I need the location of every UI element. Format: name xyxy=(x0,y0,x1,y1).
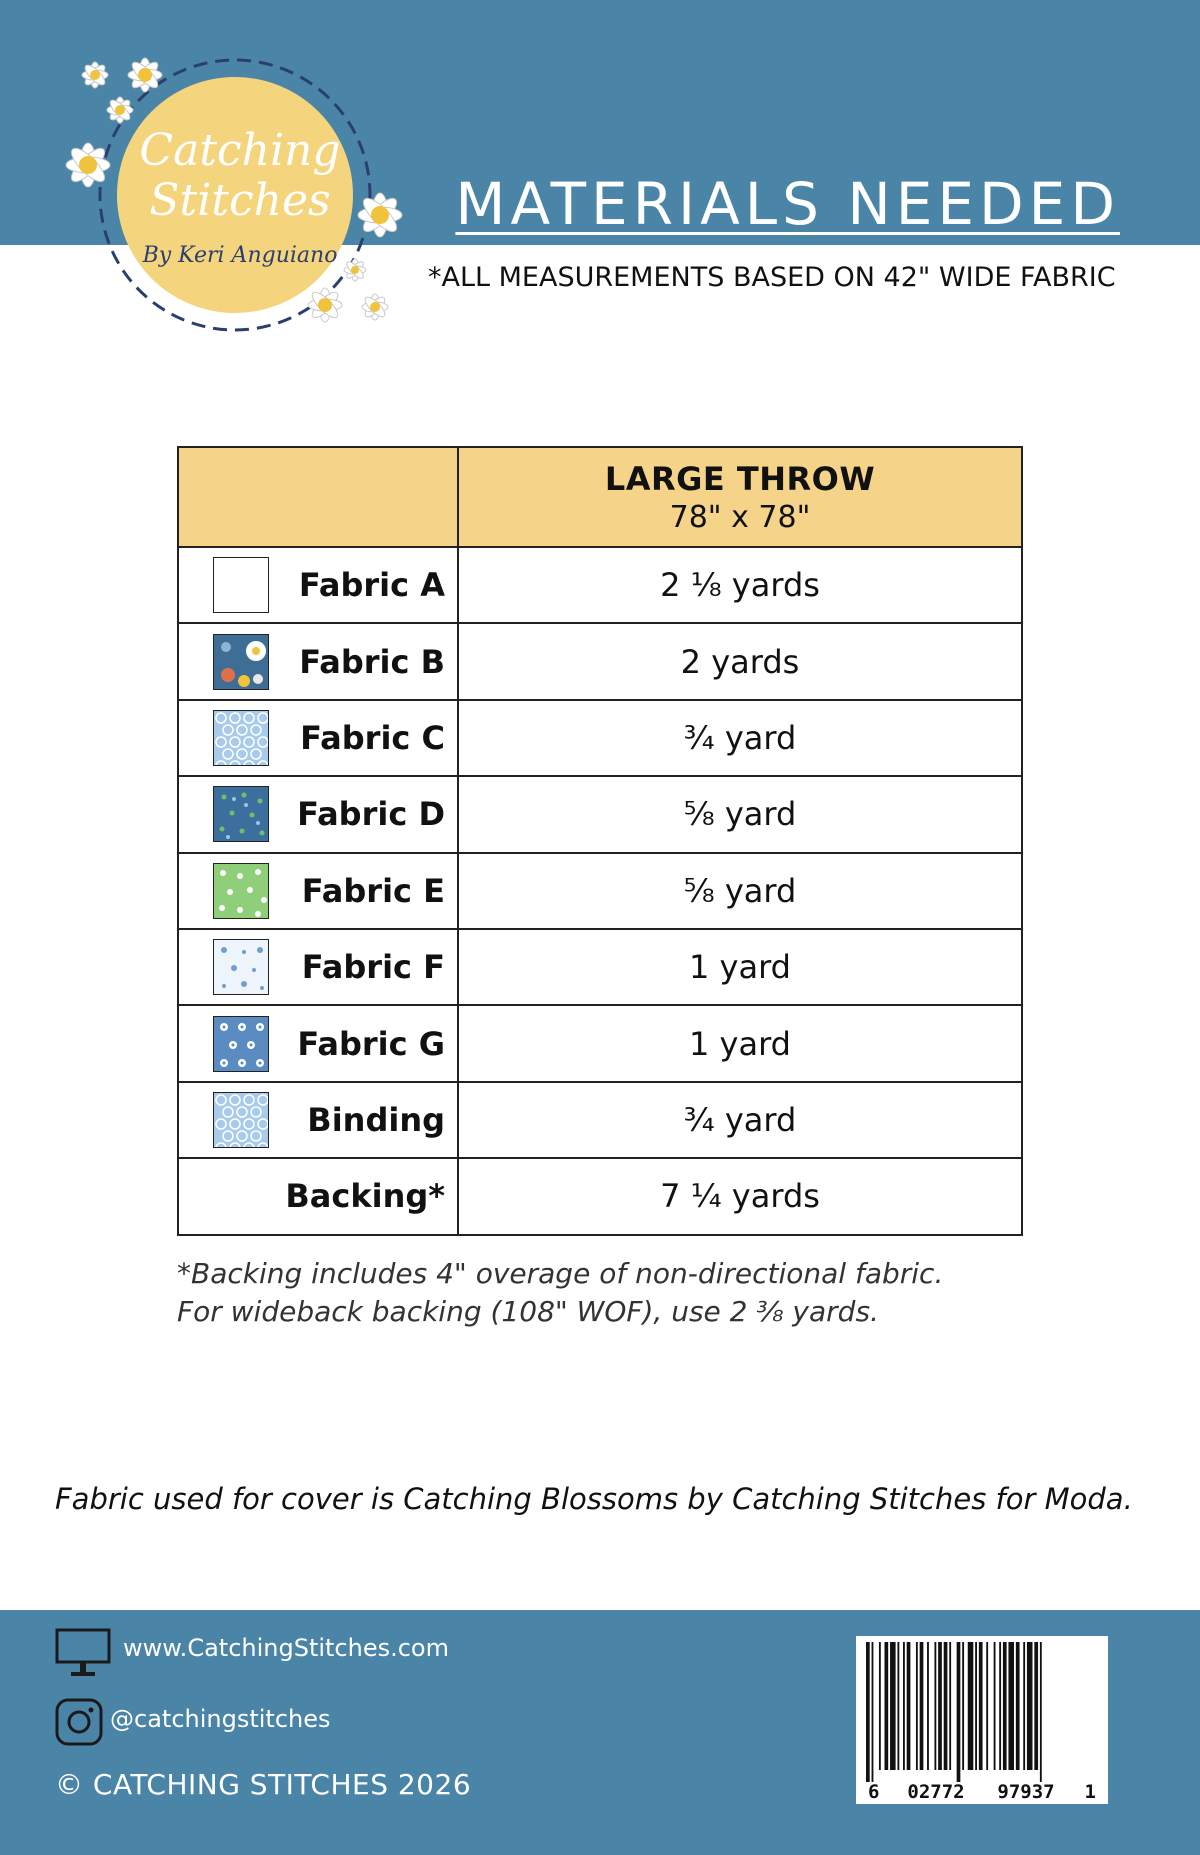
row-amount: 2 ⅛ yards xyxy=(458,547,1022,623)
table-row xyxy=(178,1005,1022,1081)
cover-fabric-note: Fabric used for cover is Catching Blossoms by Catching Stitches for Moda. xyxy=(55,1482,1133,1516)
table-header-blank xyxy=(178,447,458,547)
barcode-bar xyxy=(927,1642,929,1770)
backing-note-line-2: For wideback backing (108" WOF), use 2 ⅜ yards. xyxy=(177,1295,879,1328)
table-row xyxy=(178,623,1022,699)
barcode-bar xyxy=(920,1642,924,1770)
row-amount: ⅝ yard xyxy=(458,853,1022,929)
barcode-bar xyxy=(986,1642,988,1770)
barcode-bar xyxy=(1023,1642,1025,1770)
copyright: © CATCHING STITCHES 2026 xyxy=(55,1768,472,1801)
barcode-bar xyxy=(907,1642,911,1770)
barcode-bar xyxy=(1016,1642,1020,1770)
fabric-d-swatch xyxy=(213,786,269,842)
barcode-bar xyxy=(938,1642,942,1770)
barcode-group-2: 97937 xyxy=(997,1781,1055,1803)
barcode-bar xyxy=(949,1642,951,1770)
logo-line-1: Catching xyxy=(139,125,341,176)
instagram-icon xyxy=(55,1698,103,1746)
barcode-bar xyxy=(890,1642,896,1770)
barcode-bar xyxy=(885,1642,889,1770)
row-amount: ⅝ yard xyxy=(458,776,1022,852)
row-name: Backing* xyxy=(285,1177,445,1216)
barcode-bar xyxy=(916,1642,918,1770)
barcode xyxy=(856,1636,1108,1804)
barcode-bar xyxy=(866,1642,870,1782)
instagram-handle[interactable]: @catchingstitches xyxy=(110,1705,331,1733)
fabric-b-swatch xyxy=(213,634,269,690)
row-amount: 1 yard xyxy=(458,1005,1022,1081)
row-amount: ¾ yard xyxy=(458,700,1022,776)
column-size: 78" x 78" xyxy=(669,499,811,535)
fabric-g-swatch xyxy=(213,1016,269,1072)
barcode-bar xyxy=(1008,1642,1014,1770)
barcode-bar xyxy=(944,1642,948,1770)
row-name: Fabric A xyxy=(298,566,445,605)
catching-stitches-logo xyxy=(50,55,430,355)
barcode-bar xyxy=(994,1642,996,1770)
table-row xyxy=(178,853,1022,929)
barcode-bar xyxy=(872,1642,874,1782)
website-link[interactable]: www.CatchingStitches.com xyxy=(123,1634,449,1662)
row-amount: 1 yard xyxy=(458,929,1022,1005)
logo-line-3: By Keri Anguiano xyxy=(142,243,338,268)
row-name: Fabric B xyxy=(299,642,445,681)
fabric-f-swatch xyxy=(213,939,269,995)
row-name: Fabric G xyxy=(297,1024,445,1063)
barcode-digit-left: 6 xyxy=(868,1781,880,1803)
backing-note-line-1: *Backing includes 4" overage of non-directional fabric. xyxy=(177,1257,944,1290)
row-amount: 2 yards xyxy=(458,623,1022,699)
barcode-bar xyxy=(1040,1642,1042,1782)
barcode-bar xyxy=(1003,1642,1007,1770)
page-title: MATERIALS NEEDED xyxy=(455,170,1120,238)
materials-table xyxy=(177,446,1023,1236)
barcode-bar xyxy=(934,1642,936,1770)
table-header-row xyxy=(178,447,1022,547)
barcode-bar xyxy=(962,1642,964,1770)
barcode-digit-right: 1 xyxy=(1084,1781,1096,1803)
table-row xyxy=(178,1158,1022,1234)
logo-line-2: Stitches xyxy=(149,175,331,226)
table-row xyxy=(178,929,1022,1005)
barcode-bar xyxy=(979,1642,983,1770)
monitor-icon xyxy=(55,1628,111,1680)
fabric-e-swatch xyxy=(213,863,269,919)
binding-swatch xyxy=(213,1092,269,1148)
barcode-bar xyxy=(903,1642,905,1770)
barcode-bar xyxy=(1027,1642,1033,1770)
column-title: LARGE THROW xyxy=(604,459,876,498)
table-row xyxy=(178,1082,1022,1158)
barcode-bar xyxy=(879,1642,881,1770)
barcode-group-1: 02772 xyxy=(907,1781,965,1803)
row-name: Fabric C xyxy=(300,718,445,757)
barcode-bar xyxy=(897,1642,899,1770)
page-subtitle: *ALL MEASUREMENTS BASED ON 42" WIDE FABRIC xyxy=(428,262,1116,293)
fabric-c-swatch xyxy=(213,710,269,766)
table-row xyxy=(178,547,1022,623)
row-amount: ¾ yard xyxy=(458,1082,1022,1158)
row-name: Fabric D xyxy=(297,795,445,834)
fabric-a-swatch xyxy=(213,557,269,613)
row-amount: 7 ¼ yards xyxy=(458,1158,1022,1234)
barcode-bar xyxy=(999,1642,1001,1770)
row-name: Binding xyxy=(307,1100,445,1139)
row-name: Fabric F xyxy=(301,948,445,987)
barcode-bar xyxy=(975,1642,977,1770)
table-row xyxy=(178,776,1022,852)
barcode-bar xyxy=(957,1642,961,1782)
row-name: Fabric E xyxy=(301,871,445,910)
barcode-bar xyxy=(1034,1642,1038,1770)
table-header-size xyxy=(458,447,1022,547)
table-row xyxy=(178,700,1022,776)
barcode-bar xyxy=(968,1642,974,1770)
backing-note xyxy=(177,1255,943,1331)
